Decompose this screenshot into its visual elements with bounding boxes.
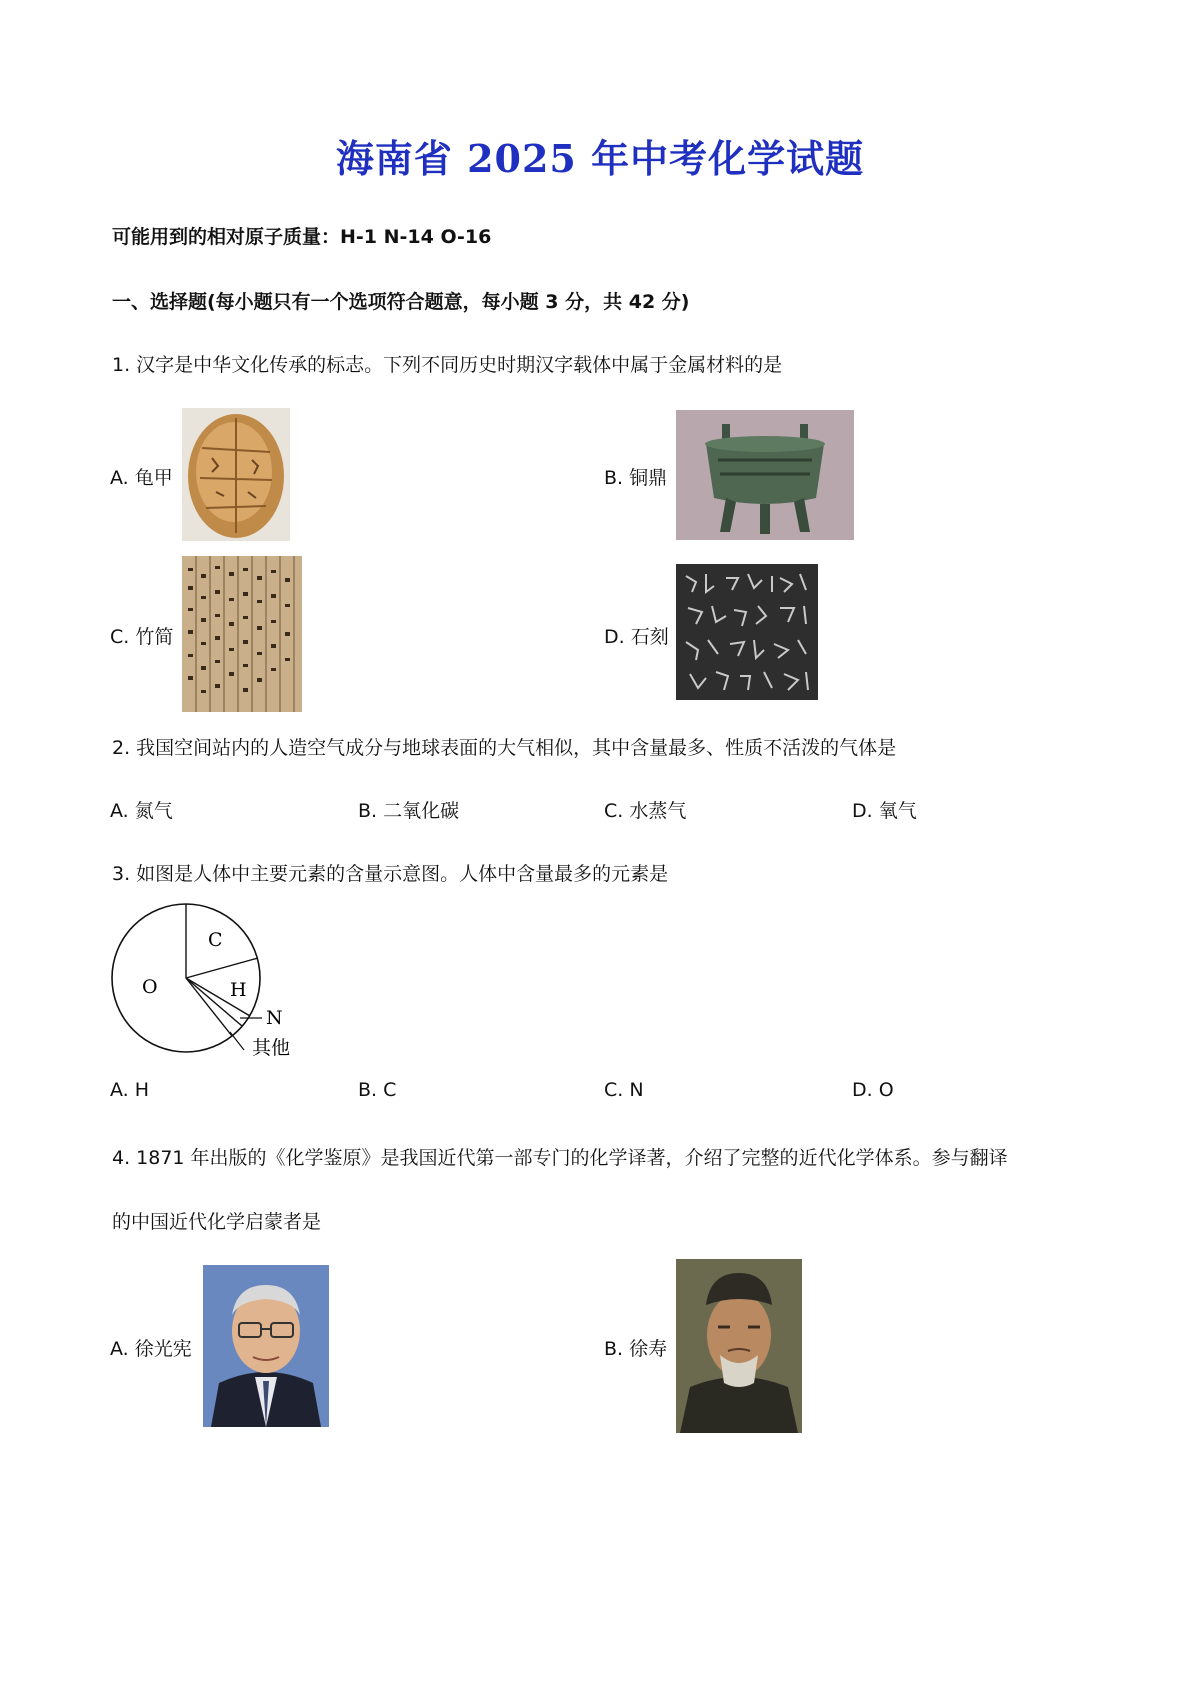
bamboo-slips-image <box>182 556 302 712</box>
q3-stem: 3. 如图是人体中主要元素的含量示意图。人体中含量最多的元素是 <box>112 863 669 885</box>
pie-label-other: 其他 <box>252 1037 291 1059</box>
q1-option-d: D. 石刻 <box>604 626 669 648</box>
q4-option-b: B. 徐寿 <box>604 1338 668 1360</box>
q3-option-c: C. N <box>604 1079 644 1101</box>
portrait-xu-shou-image <box>676 1259 802 1433</box>
q3-option-b: B. C <box>358 1079 397 1101</box>
pie-label-o: O <box>142 976 158 998</box>
q4-option-a: A. 徐光宪 <box>110 1338 192 1360</box>
pie-label-h: H <box>230 979 247 1001</box>
q4-stem-line2: 的中国近代化学启蒙者是 <box>112 1211 322 1233</box>
element-pie-diagram <box>104 900 314 1068</box>
stone-inscription-image <box>676 564 818 700</box>
q4-stem-line1: 4. 1871 年出版的《化学鉴原》是我国近代第一部专门的化学译著，介绍了完整的近代化学体系。参与翻译 <box>112 1147 1008 1169</box>
q1-stem: 1. 汉字是中华文化传承的标志。下列不同历史时期汉字载体中属于金属材料的是 <box>112 354 783 376</box>
pie-label-c: C <box>208 929 223 951</box>
q1-option-b: B. 铜鼎 <box>604 467 668 489</box>
q1-option-a: A. 龟甲 <box>110 467 173 489</box>
q3-option-d: D. O <box>852 1079 894 1101</box>
q3-option-a: A. H <box>110 1079 150 1101</box>
q2-option-b: B. 二氧化碳 <box>358 800 460 822</box>
bronze-ding-image <box>676 410 854 540</box>
q2-option-d: D. 氧气 <box>852 800 917 822</box>
q1-option-c: C. 竹简 <box>110 626 174 648</box>
q2-stem: 2. 我国空间站内的人造空气成分与地球表面的大气相似，其中含量最多、性质不活泼的气体是 <box>112 737 897 759</box>
q2-option-a: A. 氮气 <box>110 800 173 822</box>
section-heading: 一、选择题(每小题只有一个选项符合题意，每小题 3 分，共 42 分) <box>112 291 690 313</box>
portrait-xu-guangxian-image <box>203 1265 329 1427</box>
tortoise-shell-image <box>182 408 290 541</box>
q2-option-c: C. 水蒸气 <box>604 800 687 822</box>
pie-label-n: N <box>266 1007 283 1029</box>
page-title: 海南省 2025 年中考化学试题 <box>335 136 865 181</box>
atomic-masses: 可能用到的相对原子质量：H-1 N-14 O-16 <box>112 226 492 248</box>
